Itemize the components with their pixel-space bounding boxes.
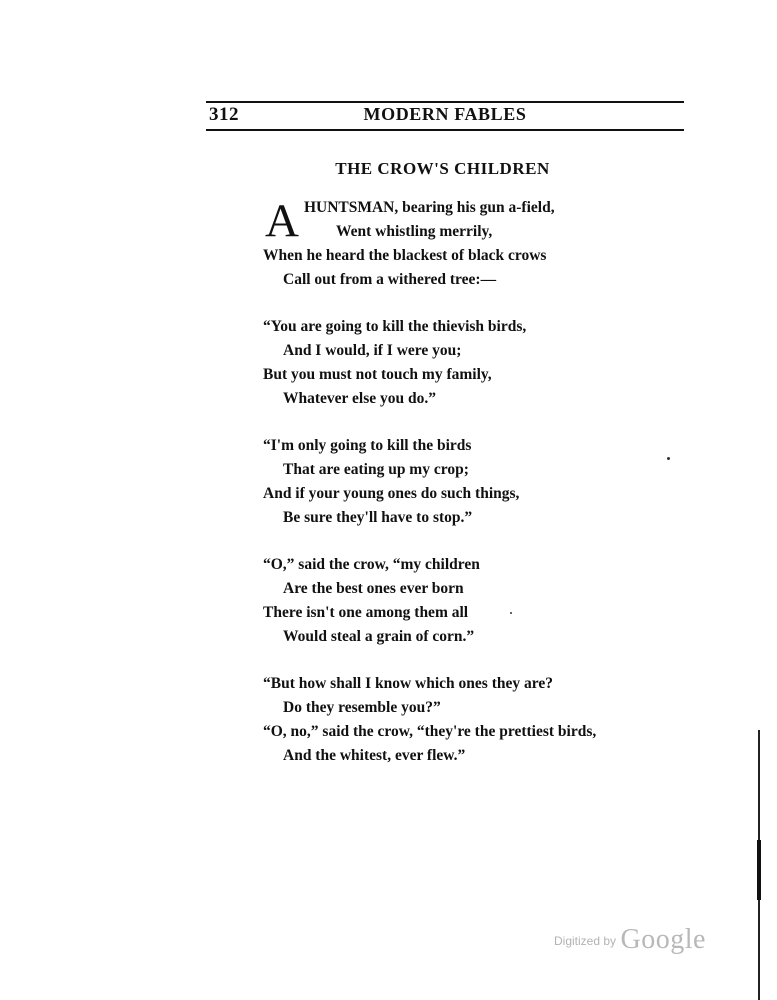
poem-line: Call out from a withered tree:—: [283, 271, 497, 288]
drop-cap: A: [265, 195, 299, 247]
poem-line: “O,” said the crow, “my children: [263, 556, 480, 573]
poem-line: That are eating up my crop;: [283, 461, 469, 478]
watermark-prefix: Digitized by: [554, 934, 617, 948]
stanza: [263, 553, 663, 649]
poem-line: But you must not touch my family,: [263, 366, 492, 383]
poem-line: HUNTSMAN, bearing his gun a-field,: [303, 199, 555, 216]
poem-line: Went whistling merrily,: [336, 223, 493, 240]
poem-line: Do they resemble you?”: [283, 699, 441, 716]
poem-line: “O, no,” said the crow, “they're the prettiest birds,: [263, 723, 597, 740]
stanza: [263, 196, 663, 292]
poem-body: [263, 196, 663, 791]
scan-edge-mark: [757, 840, 761, 900]
stanza: [263, 315, 663, 411]
running-title: MODERN FABLES: [363, 104, 527, 124]
poem-line: Be sure they'll have to stop.”: [283, 509, 473, 526]
running-header: [206, 103, 684, 129]
scan-speck: [510, 612, 512, 614]
poem-line: When he heard the blackest of black crows: [263, 247, 547, 264]
stanza: [263, 434, 663, 530]
page-number: 312: [209, 104, 239, 125]
poem-line: Would steal a grain of corn.”: [283, 628, 475, 645]
poem-line: “But how shall I know which ones they are?: [263, 675, 553, 692]
poem-line: “You are going to kill the thievish birds,: [263, 318, 527, 335]
poem-line: And the whitest, ever flew.”: [283, 747, 466, 764]
digitized-watermark: [554, 924, 706, 956]
scan-speck: [667, 457, 670, 460]
google-logo: Google: [620, 924, 706, 955]
header-bottom-rule: [206, 129, 684, 131]
poem-line: And if your young ones do such things,: [263, 485, 520, 502]
poem-line: There isn't one among them all: [263, 604, 469, 621]
poem-line: Are the best ones ever born: [283, 580, 464, 597]
poem-line: And I would, if I were you;: [283, 342, 462, 359]
stanza: [263, 672, 663, 768]
poem-title: THE CROW'S CHILDREN: [335, 159, 550, 178]
poem-line: “I'm only going to kill the birds: [263, 437, 472, 454]
poem-line: Whatever else you do.”: [283, 390, 436, 407]
